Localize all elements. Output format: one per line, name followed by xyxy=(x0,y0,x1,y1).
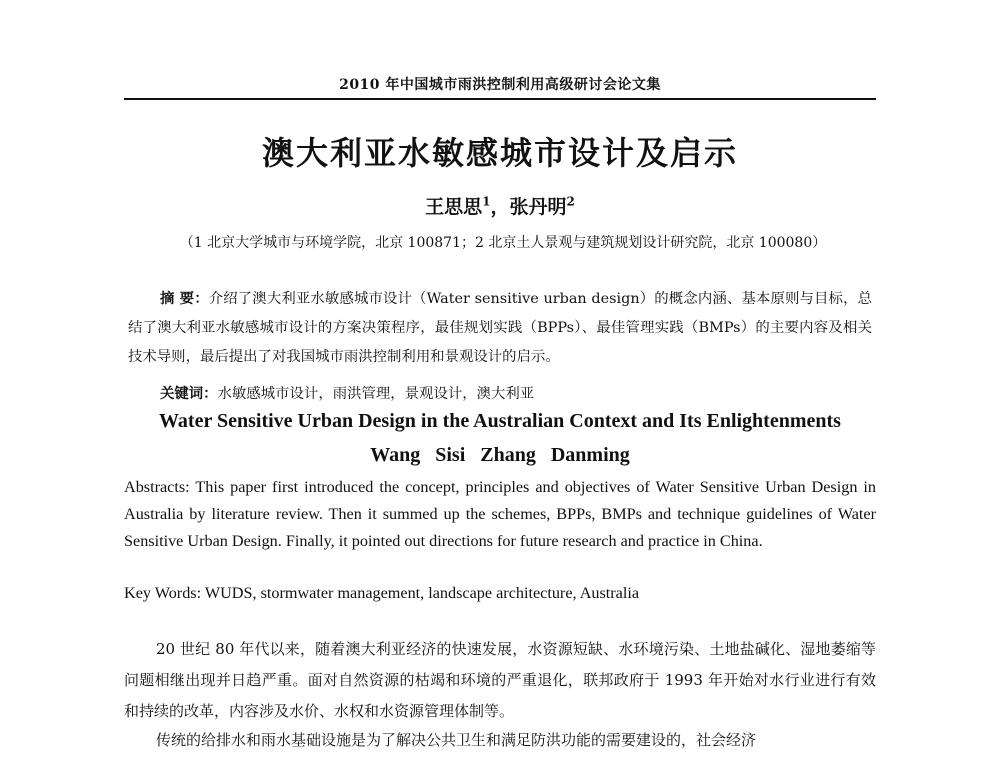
english-abstract: Abstracts: This paper first introduced the concept, principles and objectives of Water Sensitive Urban Design in Australia by literature review. Then it summed up the schemes, BPPs, BMPs and technique guidelines of Water Sensitive Urban Design. Finally, it pointed out directions for future research and practice in China. xyxy=(124,478,876,550)
author-affiliation-mark-1: 1 xyxy=(482,194,491,209)
english-keywords: Key Words: WUDS, stormwater management, landscape architecture, Australia xyxy=(124,584,640,602)
body-text xyxy=(124,634,876,756)
header-rule xyxy=(124,98,876,100)
author-line xyxy=(0,192,1000,219)
chinese-keywords xyxy=(160,382,872,403)
author-name-2: 张丹明 xyxy=(509,196,567,218)
body-paragraph-2: 传统的给排水和雨水基础设施是为了解决公共卫生和满足防洪功能的需要建设的，社会经济 xyxy=(156,731,757,749)
running-header: 2010 年中国城市雨洪控制利用高级研讨会论文集 xyxy=(339,77,661,93)
chinese-keywords-text: 水敏感城市设计，雨洪管理，景观设计，澳大利亚 xyxy=(217,386,535,402)
body-paragraph-1: 20 世纪 80 年代以来，随着澳大利亚经济的快速发展，水资源短缺、水环境污染、土地盐碱化、湿地萎缩等问题相继出现并日趋严重。面对自然资源的枯竭和环境的严重退化，联邦政府于 1993 年开始对水行业进行有效和持续的改革，内容涉及水价、水权和水资源管理体制等。 xyxy=(124,640,876,720)
paper-title: 澳大利亚水敏感城市设计及启示 xyxy=(261,134,738,172)
author-name-1: 王思思 xyxy=(425,196,483,218)
english-title: Water Sensitive Urban Design in the Australian Context and Its Enlightenments xyxy=(159,410,841,432)
chinese-abstract-text: 介绍了澳大利亚水敏感城市设计（Water sensitive urban design）的概念内涵、基本原则与目标，总结了澳大利亚水敏感城市设计的方案决策程序，最佳规划实践（BPPs）、最佳管理实践（BMPs）的主要内容及相关技术导则，最后提出了对我国城市雨洪控制利用和景观设计的启示。 xyxy=(128,291,872,365)
chinese-abstract-label: 摘 要： xyxy=(160,290,209,307)
chinese-keywords-label: 关键词： xyxy=(160,385,218,402)
author-affiliation-mark-2: 2 xyxy=(566,194,575,209)
english-authors: Wang Sisi Zhang Danming xyxy=(370,444,630,466)
chinese-abstract xyxy=(128,284,872,372)
author-separator: ， xyxy=(490,196,510,218)
affiliation-line: （1 北京大学城市与环境学院，北京 100871；2 北京土人景观与建筑规划设计研究院，北京 100080） xyxy=(179,235,827,251)
